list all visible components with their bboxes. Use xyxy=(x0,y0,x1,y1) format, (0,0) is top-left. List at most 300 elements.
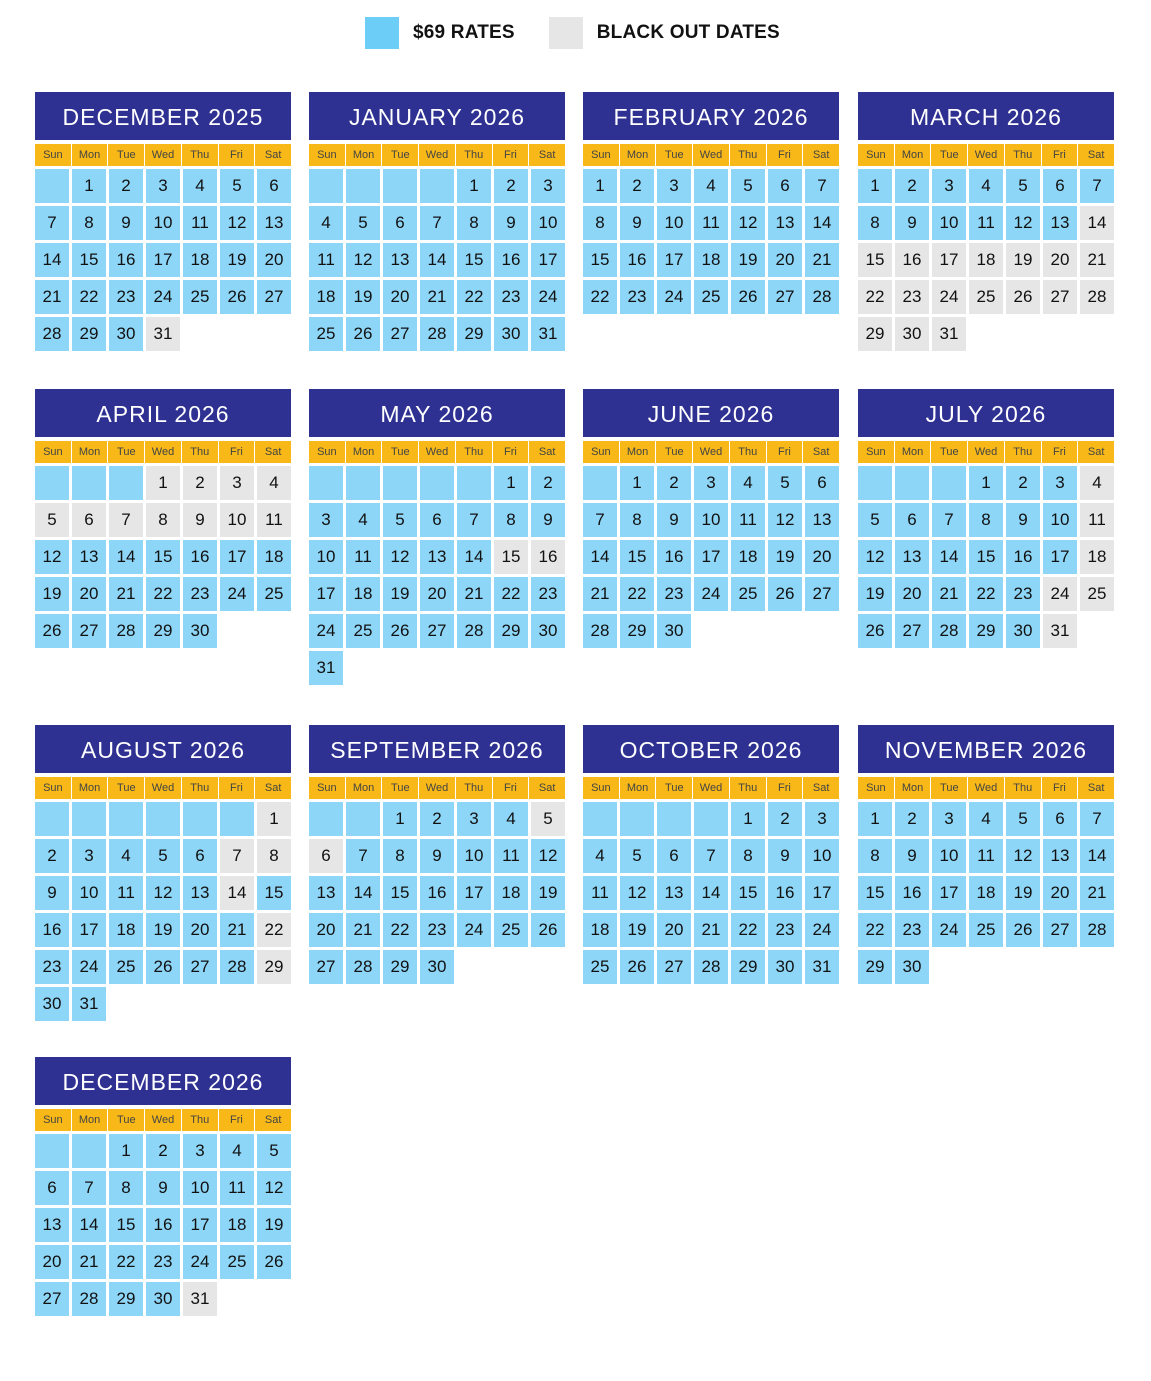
rate-day-cell: 22 xyxy=(383,913,417,947)
rate-day-cell: 12 xyxy=(146,876,180,910)
rate-day-cell: 14 xyxy=(932,540,966,574)
rate-day-cell: 23 xyxy=(531,577,565,611)
rate-day-cell: 30 xyxy=(420,950,454,984)
rate-day-cell: 28 xyxy=(35,317,69,351)
rate-day-cell: 2 xyxy=(531,466,565,500)
empty-day-cell xyxy=(146,802,180,836)
rate-day-cell: 14 xyxy=(109,540,143,574)
rate-day-cell: 18 xyxy=(309,280,343,314)
rate-day-cell: 18 xyxy=(731,540,765,574)
rate-day-cell: 25 xyxy=(109,950,143,984)
rate-day-cell: 6 xyxy=(1043,802,1077,836)
rate-day-cell: 5 xyxy=(383,503,417,537)
rate-day-cell: 27 xyxy=(420,614,454,648)
blackout-day-cell: 8 xyxy=(257,839,291,873)
blackout-day-cell: 6 xyxy=(309,839,343,873)
weekday-label: Mon xyxy=(895,777,931,799)
weekday-label: Thu xyxy=(182,1109,218,1131)
rate-day-cell: 27 xyxy=(72,614,106,648)
rate-day-cell: 2 xyxy=(768,802,802,836)
weekday-label: Fri xyxy=(219,777,255,799)
rate-day-cell: 7 xyxy=(420,206,454,240)
rate-day-cell: 24 xyxy=(657,280,691,314)
rate-day-cell: 12 xyxy=(620,876,654,910)
rate-day-cell: 19 xyxy=(383,577,417,611)
month-calendar xyxy=(309,92,565,351)
empty-day-cell xyxy=(420,169,454,203)
blackout-day-cell: 14 xyxy=(1080,206,1114,240)
blackout-day-cell: 3 xyxy=(220,466,254,500)
rate-day-cell: 30 xyxy=(1006,614,1040,648)
rate-day-cell: 25 xyxy=(969,913,1003,947)
day-grid xyxy=(35,1134,291,1316)
weekday-header xyxy=(35,144,291,166)
blackout-day-cell: 16 xyxy=(531,540,565,574)
weekday-label: Thu xyxy=(456,777,492,799)
rate-day-cell: 15 xyxy=(583,243,617,277)
rate-day-cell: 25 xyxy=(583,950,617,984)
weekday-label: Mon xyxy=(895,144,931,166)
rate-day-cell: 10 xyxy=(146,206,180,240)
rate-day-cell: 24 xyxy=(309,614,343,648)
rate-day-cell: 19 xyxy=(858,577,892,611)
weekday-label: Wed xyxy=(968,777,1004,799)
rate-day-cell: 17 xyxy=(72,913,106,947)
weekday-header xyxy=(583,144,839,166)
weekday-label: Mon xyxy=(72,1109,108,1131)
month-title: JUNE 2026 xyxy=(583,389,839,437)
rate-day-cell: 8 xyxy=(858,839,892,873)
rate-day-cell: 1 xyxy=(969,466,1003,500)
empty-day-cell xyxy=(309,466,343,500)
rate-day-cell: 3 xyxy=(72,839,106,873)
weekday-label: Sat xyxy=(529,441,565,463)
empty-day-cell xyxy=(35,169,69,203)
rate-day-cell: 29 xyxy=(969,614,1003,648)
rate-day-cell: 28 xyxy=(72,1282,106,1316)
rate-day-cell: 11 xyxy=(220,1171,254,1205)
weekday-label: Sun xyxy=(583,777,619,799)
rate-day-cell: 25 xyxy=(346,614,380,648)
rate-day-cell: 4 xyxy=(694,169,728,203)
rate-day-cell: 3 xyxy=(183,1134,217,1168)
rate-day-cell: 26 xyxy=(346,317,380,351)
rate-day-cell: 30 xyxy=(35,987,69,1021)
rate-day-cell: 6 xyxy=(420,503,454,537)
weekday-label: Fri xyxy=(493,441,529,463)
rate-day-cell: 27 xyxy=(805,577,839,611)
rate-day-cell: 29 xyxy=(858,950,892,984)
rate-day-cell: 1 xyxy=(72,169,106,203)
rate-day-cell: 12 xyxy=(768,503,802,537)
blackout-day-cell: 29 xyxy=(858,317,892,351)
blackout-day-cell: 17 xyxy=(932,243,966,277)
blackout-day-cell: 11 xyxy=(1080,503,1114,537)
rate-day-cell: 21 xyxy=(35,280,69,314)
rate-day-cell: 12 xyxy=(531,839,565,873)
rate-day-cell: 12 xyxy=(858,540,892,574)
rate-day-cell: 21 xyxy=(220,913,254,947)
weekday-label: Wed xyxy=(419,144,455,166)
rate-day-cell: 13 xyxy=(383,243,417,277)
rate-day-cell: 23 xyxy=(183,577,217,611)
rate-day-cell: 2 xyxy=(109,169,143,203)
rate-day-cell: 1 xyxy=(858,169,892,203)
empty-day-cell xyxy=(694,802,728,836)
empty-day-cell xyxy=(583,466,617,500)
rate-day-cell: 24 xyxy=(146,280,180,314)
rate-day-cell: 21 xyxy=(457,577,491,611)
rate-day-cell: 22 xyxy=(146,577,180,611)
rate-day-cell: 26 xyxy=(731,280,765,314)
weekday-label: Wed xyxy=(145,144,181,166)
blackout-day-cell: 31 xyxy=(1043,614,1077,648)
rate-day-cell: 27 xyxy=(309,950,343,984)
weekday-label: Wed xyxy=(693,144,729,166)
rate-day-cell: 4 xyxy=(109,839,143,873)
rate-day-cell: 26 xyxy=(383,614,417,648)
rate-day-cell: 25 xyxy=(257,577,291,611)
weekday-header xyxy=(858,441,1114,463)
rate-day-cell: 28 xyxy=(583,614,617,648)
weekday-label: Fri xyxy=(219,144,255,166)
rate-day-cell: 16 xyxy=(35,913,69,947)
rate-day-cell: 5 xyxy=(346,206,380,240)
rate-day-cell: 17 xyxy=(146,243,180,277)
empty-day-cell xyxy=(420,466,454,500)
rate-day-cell: 28 xyxy=(1080,913,1114,947)
rate-day-cell: 31 xyxy=(531,317,565,351)
rate-day-cell: 4 xyxy=(969,802,1003,836)
rate-day-cell: 30 xyxy=(895,950,929,984)
blackout-day-cell: 22 xyxy=(858,280,892,314)
rate-day-cell: 20 xyxy=(805,540,839,574)
day-grid xyxy=(309,802,565,984)
weekday-label: Mon xyxy=(620,777,656,799)
rate-day-cell: 7 xyxy=(346,839,380,873)
rate-day-cell: 13 xyxy=(1043,839,1077,873)
blackout-day-cell: 1 xyxy=(257,802,291,836)
rate-day-cell: 11 xyxy=(583,876,617,910)
rate-day-cell: 25 xyxy=(309,317,343,351)
rate-day-cell: 5 xyxy=(731,169,765,203)
blackout-day-cell: 30 xyxy=(895,317,929,351)
blackout-day-cell: 9 xyxy=(183,503,217,537)
weekday-label: Tue xyxy=(931,441,967,463)
rate-day-cell: 9 xyxy=(109,206,143,240)
rate-day-cell: 8 xyxy=(72,206,106,240)
blackout-day-cell: 24 xyxy=(932,280,966,314)
weekday-label: Sun xyxy=(583,441,619,463)
rate-day-cell: 30 xyxy=(768,950,802,984)
rate-day-cell: 25 xyxy=(494,913,528,947)
month-calendar xyxy=(858,725,1114,984)
rate-day-cell: 17 xyxy=(309,577,343,611)
day-grid xyxy=(309,466,565,685)
rate-day-cell: 8 xyxy=(383,839,417,873)
blackout-day-cell: 26 xyxy=(1006,280,1040,314)
rate-day-cell: 6 xyxy=(383,206,417,240)
rate-day-cell: 28 xyxy=(420,317,454,351)
rate-day-cell: 10 xyxy=(657,206,691,240)
rate-day-cell: 13 xyxy=(35,1208,69,1242)
rate-day-cell: 29 xyxy=(620,614,654,648)
weekday-label: Thu xyxy=(456,441,492,463)
weekday-header xyxy=(309,144,565,166)
rate-day-cell: 26 xyxy=(35,614,69,648)
rate-day-cell: 7 xyxy=(35,206,69,240)
month-title: DECEMBER 2026 xyxy=(35,1057,291,1105)
legend xyxy=(365,17,814,49)
rate-day-cell: 9 xyxy=(620,206,654,240)
blackout-day-cell: 15 xyxy=(858,243,892,277)
empty-day-cell xyxy=(932,466,966,500)
rate-day-cell: 13 xyxy=(72,540,106,574)
weekday-label: Fri xyxy=(493,144,529,166)
month-title: DECEMBER 2025 xyxy=(35,92,291,140)
rate-day-cell: 25 xyxy=(220,1245,254,1279)
weekday-label: Wed xyxy=(968,441,1004,463)
rate-day-cell: 13 xyxy=(183,876,217,910)
rate-day-cell: 27 xyxy=(768,280,802,314)
weekday-label: Wed xyxy=(419,777,455,799)
rate-day-cell: 20 xyxy=(1043,876,1077,910)
rate-day-cell: 4 xyxy=(346,503,380,537)
rate-day-cell: 12 xyxy=(1006,206,1040,240)
weekday-label: Fri xyxy=(219,1109,255,1131)
rate-day-cell: 10 xyxy=(932,206,966,240)
rate-day-cell: 9 xyxy=(895,206,929,240)
rate-day-cell: 26 xyxy=(768,577,802,611)
rate-day-cell: 16 xyxy=(768,876,802,910)
weekday-label: Tue xyxy=(108,1109,144,1131)
rate-day-cell: 31 xyxy=(72,987,106,1021)
empty-day-cell xyxy=(858,466,892,500)
rate-day-cell: 27 xyxy=(895,614,929,648)
weekday-label: Fri xyxy=(767,777,803,799)
rate-day-cell: 21 xyxy=(420,280,454,314)
month-title: MAY 2026 xyxy=(309,389,565,437)
weekday-label: Sat xyxy=(803,777,839,799)
rate-day-cell: 19 xyxy=(35,577,69,611)
rate-day-cell: 9 xyxy=(420,839,454,873)
day-grid xyxy=(35,169,291,351)
legend-label-blackout: BLACK OUT DATES xyxy=(596,22,780,43)
weekday-label: Sun xyxy=(35,144,71,166)
rate-day-cell: 26 xyxy=(146,950,180,984)
weekday-label: Tue xyxy=(656,441,692,463)
blackout-day-cell: 6 xyxy=(72,503,106,537)
rate-day-cell: 19 xyxy=(620,913,654,947)
rate-day-cell: 18 xyxy=(220,1208,254,1242)
rate-day-cell: 22 xyxy=(457,280,491,314)
weekday-label: Tue xyxy=(108,441,144,463)
rate-day-cell: 23 xyxy=(109,280,143,314)
rate-day-cell: 23 xyxy=(420,913,454,947)
weekday-label: Fri xyxy=(767,441,803,463)
rate-day-cell: 10 xyxy=(805,839,839,873)
rate-day-cell: 4 xyxy=(731,466,765,500)
rate-day-cell: 10 xyxy=(531,206,565,240)
rate-day-cell: 21 xyxy=(72,1245,106,1279)
rate-day-cell: 12 xyxy=(257,1171,291,1205)
rate-day-cell: 14 xyxy=(346,876,380,910)
day-grid xyxy=(858,802,1114,984)
weekday-label: Thu xyxy=(456,144,492,166)
rate-day-cell: 15 xyxy=(383,876,417,910)
empty-day-cell xyxy=(583,802,617,836)
rate-day-cell: 6 xyxy=(1043,169,1077,203)
rate-day-cell: 22 xyxy=(72,280,106,314)
weekday-label: Fri xyxy=(493,777,529,799)
rate-day-cell: 16 xyxy=(420,876,454,910)
month-calendar xyxy=(858,389,1114,648)
weekday-label: Tue xyxy=(931,777,967,799)
legend-label-rates: $69 RATES xyxy=(413,22,515,43)
weekday-header xyxy=(583,777,839,799)
blackout-day-cell: 29 xyxy=(257,950,291,984)
month-title: MARCH 2026 xyxy=(858,92,1114,140)
weekday-label: Fri xyxy=(219,441,255,463)
weekday-label: Sun xyxy=(858,777,894,799)
rate-day-cell: 19 xyxy=(768,540,802,574)
rate-day-cell: 13 xyxy=(895,540,929,574)
rate-day-cell: 16 xyxy=(1006,540,1040,574)
blackout-day-cell: 7 xyxy=(220,839,254,873)
rate-day-cell: 24 xyxy=(805,913,839,947)
rate-day-cell: 10 xyxy=(72,876,106,910)
weekday-label: Sun xyxy=(35,1109,71,1131)
rate-day-cell: 29 xyxy=(109,1282,143,1316)
weekday-label: Tue xyxy=(382,777,418,799)
rate-day-cell: 3 xyxy=(657,169,691,203)
rate-day-cell: 27 xyxy=(257,280,291,314)
rate-day-cell: 5 xyxy=(620,839,654,873)
rate-day-cell: 13 xyxy=(768,206,802,240)
empty-day-cell xyxy=(895,466,929,500)
rate-day-cell: 23 xyxy=(146,1245,180,1279)
rate-day-cell: 20 xyxy=(309,913,343,947)
rate-day-cell: 5 xyxy=(858,503,892,537)
rate-day-cell: 24 xyxy=(457,913,491,947)
rate-day-cell: 11 xyxy=(694,206,728,240)
rate-day-cell: 6 xyxy=(35,1171,69,1205)
rate-day-cell: 7 xyxy=(932,503,966,537)
empty-day-cell xyxy=(620,802,654,836)
weekday-header xyxy=(858,777,1114,799)
rate-day-cell: 11 xyxy=(109,876,143,910)
rate-day-cell: 29 xyxy=(494,614,528,648)
month-title: APRIL 2026 xyxy=(35,389,291,437)
rate-day-cell: 21 xyxy=(932,577,966,611)
day-grid xyxy=(858,466,1114,648)
weekday-header xyxy=(35,441,291,463)
rate-day-cell: 8 xyxy=(969,503,1003,537)
rate-day-cell: 26 xyxy=(1006,913,1040,947)
rate-day-cell: 1 xyxy=(109,1134,143,1168)
rate-day-cell: 14 xyxy=(694,876,728,910)
rate-day-cell: 12 xyxy=(35,540,69,574)
rate-day-cell: 23 xyxy=(768,913,802,947)
rate-day-cell: 10 xyxy=(1043,503,1077,537)
blackout-day-cell: 18 xyxy=(969,243,1003,277)
rate-day-cell: 16 xyxy=(620,243,654,277)
weekday-label: Wed xyxy=(145,777,181,799)
weekday-label: Sun xyxy=(35,441,71,463)
rate-day-cell: 25 xyxy=(183,280,217,314)
rate-day-cell: 25 xyxy=(694,280,728,314)
weekday-label: Sun xyxy=(309,777,345,799)
rate-day-cell: 2 xyxy=(146,1134,180,1168)
rate-day-cell: 7 xyxy=(583,503,617,537)
weekday-label: Mon xyxy=(72,144,108,166)
rate-day-cell: 29 xyxy=(457,317,491,351)
rate-day-cell: 24 xyxy=(694,577,728,611)
rate-day-cell: 11 xyxy=(731,503,765,537)
rates-swatch xyxy=(365,17,399,49)
blackout-swatch xyxy=(549,17,583,49)
rate-day-cell: 29 xyxy=(146,614,180,648)
rate-day-cell: 6 xyxy=(805,466,839,500)
empty-day-cell xyxy=(109,802,143,836)
month-calendar xyxy=(858,92,1114,351)
rate-day-cell: 28 xyxy=(932,614,966,648)
rate-day-cell: 30 xyxy=(657,614,691,648)
rate-day-cell: 20 xyxy=(72,577,106,611)
weekday-label: Tue xyxy=(382,441,418,463)
rate-day-cell: 27 xyxy=(35,1282,69,1316)
empty-day-cell xyxy=(309,802,343,836)
empty-day-cell xyxy=(346,802,380,836)
rate-day-cell: 8 xyxy=(858,206,892,240)
empty-day-cell xyxy=(383,169,417,203)
empty-day-cell xyxy=(346,169,380,203)
rate-day-cell: 11 xyxy=(969,206,1003,240)
rate-day-cell: 15 xyxy=(457,243,491,277)
weekday-label: Sat xyxy=(255,1109,291,1131)
weekday-label: Wed xyxy=(693,777,729,799)
weekday-label: Sat xyxy=(255,777,291,799)
weekday-label: Thu xyxy=(730,777,766,799)
rate-day-cell: 12 xyxy=(346,243,380,277)
weekday-label: Mon xyxy=(346,144,382,166)
rate-day-cell: 19 xyxy=(257,1208,291,1242)
rate-day-cell: 10 xyxy=(932,839,966,873)
rate-day-cell: 3 xyxy=(932,169,966,203)
rate-day-cell: 1 xyxy=(858,802,892,836)
empty-day-cell xyxy=(346,466,380,500)
weekday-label: Thu xyxy=(730,144,766,166)
blackout-day-cell: 31 xyxy=(146,317,180,351)
legend-item-rates xyxy=(365,17,515,49)
rate-day-cell: 14 xyxy=(72,1208,106,1242)
empty-day-cell xyxy=(35,802,69,836)
rate-day-cell: 1 xyxy=(620,466,654,500)
weekday-label: Mon xyxy=(620,144,656,166)
rate-day-cell: 2 xyxy=(1006,466,1040,500)
rate-day-cell: 29 xyxy=(731,950,765,984)
rate-day-cell: 23 xyxy=(620,280,654,314)
rate-day-cell: 1 xyxy=(494,466,528,500)
rate-day-cell: 20 xyxy=(768,243,802,277)
blackout-day-cell: 2 xyxy=(183,466,217,500)
rate-day-cell: 20 xyxy=(895,577,929,611)
month-title: NOVEMBER 2026 xyxy=(858,725,1114,773)
blackout-day-cell: 14 xyxy=(220,876,254,910)
weekday-label: Tue xyxy=(656,144,692,166)
weekday-label: Sun xyxy=(858,441,894,463)
weekday-label: Sun xyxy=(35,777,71,799)
